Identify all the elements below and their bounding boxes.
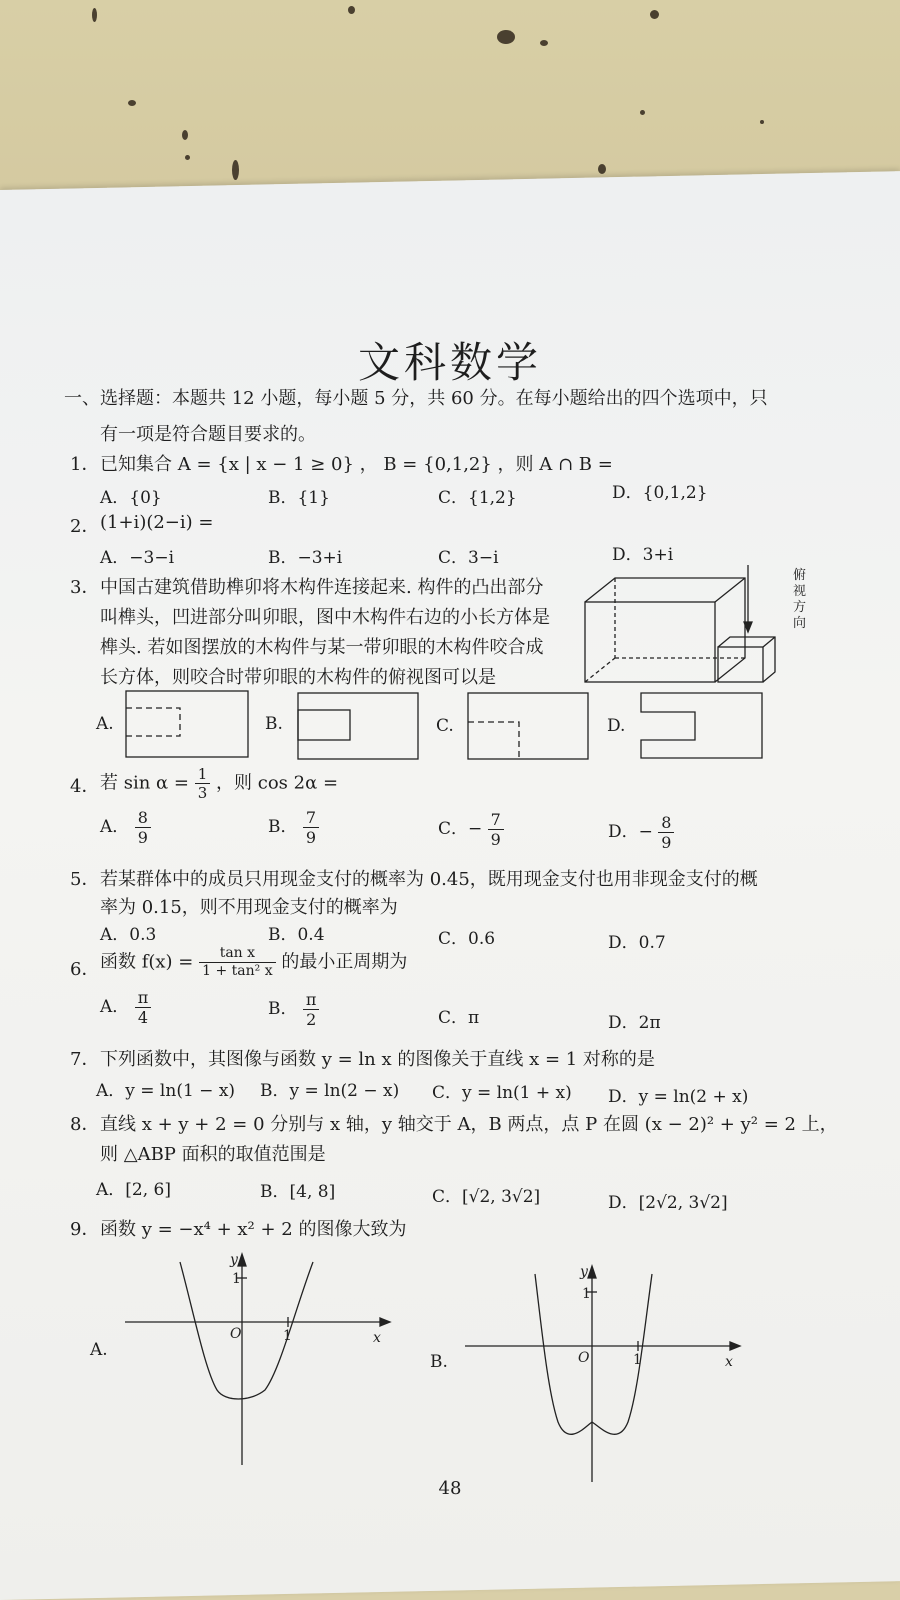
option-a-top-view[interactable] [125,690,250,760]
option-c[interactable]: C．3−i [438,548,499,568]
option-a[interactable]: A. [96,714,114,734]
option-b[interactable]: B．−3+i [268,548,343,568]
option-d[interactable]: D．0.7 [608,933,666,953]
question-number: 4． [70,776,100,797]
option-c[interactable]: C．{1,2} [438,488,517,508]
svg-text:1: 1 [283,1328,292,1344]
svg-text:y: y [580,1264,588,1280]
question-number: 5． [70,869,100,890]
option-b-top-view[interactable] [297,692,422,762]
question-stem: (1+i)(2−i) = [100,512,214,533]
option-d[interactable]: D. [607,716,626,736]
question-stem: 函数 f(x) = $\frac{\text{tan x}}{\text{1 + tan² x}}$ 的最小正周期为 [100,945,408,979]
svg-text:x: x [725,1354,733,1370]
question-number: 2． [70,516,100,537]
option-a[interactable]: A．−3−i [100,548,175,568]
question-line-1: 直线 x + y + 2 = 0 分别与 x 轴，y 轴交于 A，B 两点，点 P 在圆 (x − 2)² + y² = 2 上， [100,1114,838,1135]
question-stem: 函数 y = −x⁴ + x² + 2 的图像大致为 [100,1219,407,1240]
option-b-graph[interactable] [460,1262,745,1487]
section-header-line2: 有一项是符合题目要求的。 [100,424,316,445]
option-c-top-view[interactable] [467,692,592,762]
question-number: 1． [70,454,100,475]
page-number: 48 [438,1478,462,1499]
option-a[interactable]: A． $\frac{\pi}{4}$ [100,988,151,1027]
question-number: 6． [70,959,100,980]
question-line-1: 若某群体中的成员只用现金支付的概率为 0.45，既用现金支付也用非现金支付的概 [100,869,758,890]
option-b[interactable]: B．0.4 [268,925,325,945]
option-d[interactable]: D．3+i [612,545,674,565]
option-d[interactable]: D．− $\frac{8}{9}$ [608,813,674,852]
option-a[interactable]: A．y = ln(1 − x) [96,1081,236,1101]
question-number: 8． [70,1114,100,1135]
question-number: 9． [70,1219,100,1240]
question-stem: 已知集合 A = {x | x − 1 ≥ 0} ， B = {0,1,2} ，则 A ∩ B = [100,454,613,475]
option-b[interactable]: B． $\frac{\pi}{2}$ [268,990,319,1029]
question-line-3: 榫头. 若如图摆放的木构件与某一带卯眼的木构件咬合成 [100,637,544,658]
option-a[interactable]: A． $\frac{8}{9}$ [100,808,151,847]
option-c[interactable]: C．− $\frac{7}{9}$ [438,810,504,849]
option-c[interactable]: C．0.6 [438,929,496,949]
svg-text:1: 1 [633,1352,642,1368]
mortise-tenon-figure [580,560,800,690]
option-c[interactable]: C. [436,716,454,736]
question-line-2: 率为 0.15，则不用现金支付的概率为 [100,897,398,918]
question-number: 3． [70,577,100,598]
option-d[interactable]: D．2π [608,1013,661,1033]
svg-text:1: 1 [232,1271,241,1287]
option-b[interactable]: B．[4, 8] [260,1182,336,1202]
option-a[interactable]: A．{0} [100,488,162,508]
option-b[interactable]: B. [430,1352,448,1372]
question-line-1: 中国古建筑借助榫卯将木构件连接起来. 构件的凸出部分 [100,577,544,598]
question-line-4: 长方体，则咬合时带卯眼的木构件的俯视图可以是 [100,667,496,688]
question-line-2: 叫榫头，凹进部分叫卯眼，图中木构件右边的小长方体是 [100,607,550,628]
question-line-2: 则 △ABP 面积的取值范围是 [100,1144,326,1165]
question-stem: 若 sin α = $\frac{1}{3}$ ，则 cos 2α = [100,765,339,802]
option-d[interactable]: D．[2√2, 3√2] [608,1193,728,1213]
option-d[interactable]: D．y = ln(2 + x) [608,1087,749,1107]
svg-text:O: O [578,1350,590,1366]
option-d[interactable]: D．{0,1,2} [612,483,708,503]
section-header-line1: 一、选择题：本题共 12 小题，每小题 5 分，共 60 分。在每小题给出的四个选项中，只 [64,388,768,409]
option-b[interactable]: B．{1} [268,488,330,508]
option-a[interactable]: A．[2, 6] [96,1180,171,1200]
svg-text:1: 1 [582,1286,591,1302]
option-b[interactable]: B．y = ln(2 − x) [260,1081,400,1101]
option-d-top-view[interactable] [640,692,770,762]
question-number: 7． [70,1049,100,1070]
svg-text:x: x [373,1330,381,1346]
option-a[interactable]: A. [90,1340,108,1360]
option-b[interactable]: B. [265,714,283,734]
svg-text:y: y [230,1252,238,1268]
option-a[interactable]: A．0.3 [100,925,157,945]
option-c[interactable]: C．y = ln(1 + x) [432,1083,572,1103]
view-direction-label: 俯 视 方 向 [793,568,807,631]
page-title: 文科数学 [357,338,542,387]
svg-text:O: O [230,1326,242,1342]
option-a-graph[interactable] [115,1250,395,1475]
option-c[interactable]: C．[√2, 3√2] [432,1187,541,1207]
option-b[interactable]: B． $\frac{7}{9}$ [268,808,319,847]
question-stem: 下列函数中，其图像与函数 y = ln x 的图像关于直线 x = 1 对称的是 [100,1049,655,1070]
option-c[interactable]: C．π [438,1008,480,1028]
